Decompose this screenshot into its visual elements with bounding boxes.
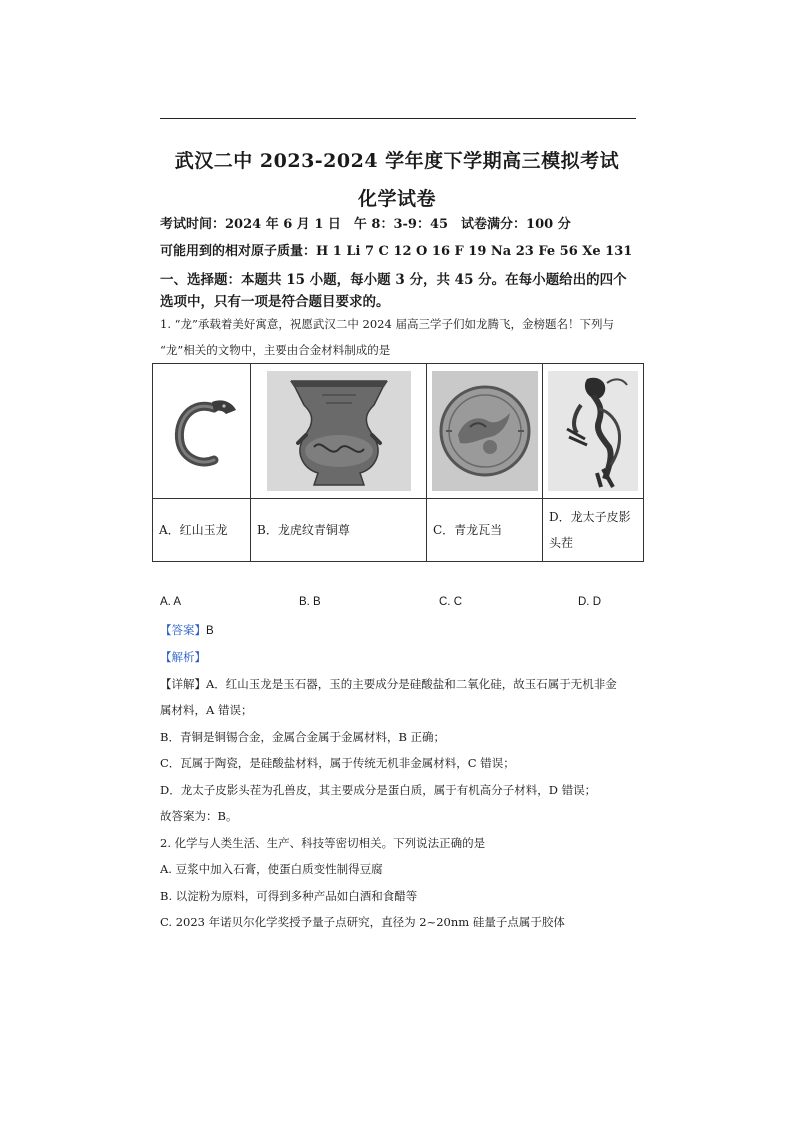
- exam-time-line: 考试时间：2024 年 6 月 1 日 午 8：3-9：45 试卷满分：100 分: [160, 217, 571, 232]
- detail-line: 故答案为：B。: [160, 809, 238, 823]
- option-a-label: A．红山玉龙: [153, 499, 251, 562]
- analysis-tag: 【解析】: [160, 650, 206, 664]
- shadow-puppet-cell: [543, 364, 644, 499]
- option-d-label-line1: D．龙太子皮影: [549, 510, 631, 524]
- option-d-label-line2: 头茬: [549, 536, 574, 550]
- jade-dragon-image: [162, 386, 242, 476]
- bronze-zun-cell: [251, 364, 427, 499]
- q1-stem-line2: “龙”相关的文物中，主要由合金材料制成的是: [160, 343, 391, 357]
- header-rule: [160, 118, 636, 119]
- answer-value: B: [206, 625, 214, 637]
- q1-options-table: [152, 363, 644, 562]
- choice-c: C. C: [439, 596, 462, 608]
- choice-d: D. D: [578, 596, 601, 608]
- jade-dragon-cell: [153, 364, 251, 499]
- q2-option-b: B. 以淀粉为原料，可得到多种产品如白酒和食醋等: [160, 889, 418, 903]
- q1-stem-line1: 1. “龙”承载着美好寓意，祝愿武汉二中 2024 届高三学子们如龙腾飞，金榜题名！下列与: [160, 317, 614, 331]
- tile-end-image: [430, 369, 540, 493]
- q2-stem: 2. 化学与人类生活、生产、科技等密切相关。下列说法正确的是: [160, 836, 486, 850]
- tile-end-cell: [427, 364, 543, 499]
- section-heading: 一、选择题：本题共 15 小题，每小题 3 分，共 45 分。在每小题给出的四个选项中，只有一项是符合题目要求的。: [160, 272, 627, 310]
- detail-line: D．龙太子皮影头茬为孔兽皮，其主要成分是蛋白质，属于有机高分子材料，D 错误；: [160, 783, 597, 797]
- choice-a: A. A: [160, 596, 182, 608]
- shadow-puppet-image: [547, 369, 639, 493]
- answer-tag: 【答案】: [160, 623, 206, 637]
- q2-option-a: A. 豆浆中加入石膏，使蛋白质变性制得豆腐: [160, 862, 383, 876]
- option-c-label: C．青龙瓦当: [427, 499, 543, 562]
- answer-line: [160, 622, 214, 638]
- detail-line: 【详解】A．红山玉龙是玉石器，玉的主要成分是硅酸盐和二氧化硅，故玉石属于无机非金: [160, 677, 617, 691]
- choice-b: B. B: [299, 596, 321, 608]
- option-d-label: [543, 499, 644, 562]
- detail-line: 属材料，A 错误；: [160, 703, 253, 717]
- detail-line: B．青铜是铜锡合金，金属合金属于金属材料，B 正确；: [160, 730, 446, 744]
- exam-subtitle: 化学试卷: [357, 188, 436, 210]
- option-b-label: B．龙虎纹青铜尊: [251, 499, 427, 562]
- q2-option-c: C. 2023 年诺贝尔化学奖授予量子点研究，直径为 2~20nm 硅量子点属于胶体: [160, 915, 565, 929]
- exam-title: 武汉二中 2023-2024 学年度下学期高三模拟考试: [174, 150, 620, 172]
- atomic-masses-line: 可能用到的相对原子质量：H 1 Li 7 C 12 O 16 F 19 Na 23 Fe 56 Xe 131: [160, 244, 633, 259]
- bronze-zun-image: [264, 369, 414, 493]
- detail-line: C．瓦属于陶瓷，是硅酸盐材料，属于传统无机非金属材料，C 错误；: [160, 756, 515, 770]
